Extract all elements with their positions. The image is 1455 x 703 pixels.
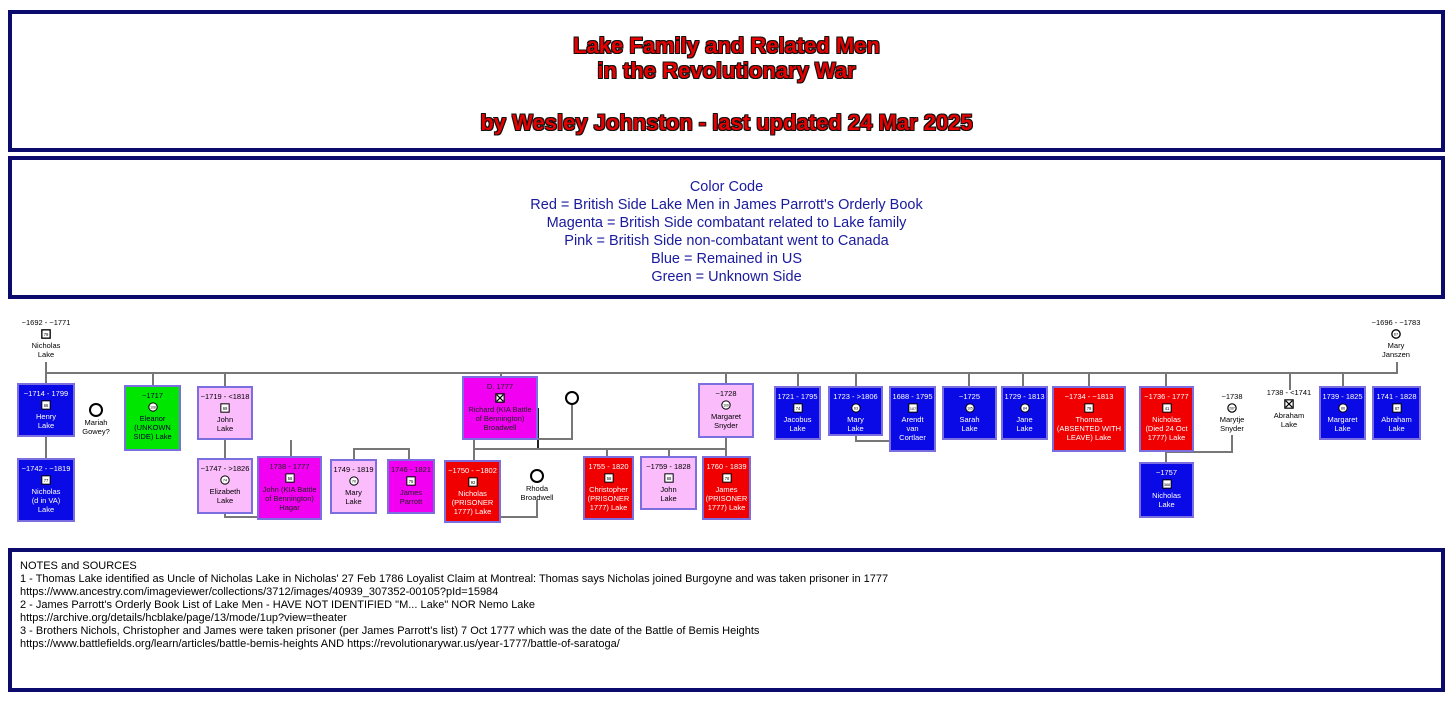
person-id: 74: [222, 478, 228, 483]
person-name: 1777) Lake: [707, 503, 746, 512]
person-name: John: [660, 485, 677, 494]
family-tree: [0, 300, 1455, 545]
female-symbol-icon: [564, 390, 580, 406]
person-name: Mary: [1387, 341, 1405, 350]
person-james-parrott[interactable]: [387, 459, 435, 514]
person-id: 287: [1229, 406, 1235, 411]
person-elizabeth-lake[interactable]: [197, 458, 253, 514]
male-symbol-icon: [406, 476, 416, 486]
deceased-male-icon: [1284, 399, 1294, 409]
person-name: Broadwell: [520, 493, 554, 502]
person-name: Parrott: [399, 497, 423, 506]
person-name: Margaret: [1327, 415, 1358, 424]
person-name: Lake: [216, 496, 234, 505]
person-years: ~1719 - <1818: [200, 392, 250, 401]
person-name: van: [906, 424, 919, 433]
person-mariah-gowey[interactable]: [74, 402, 118, 436]
female-symbol-icon: [220, 475, 230, 485]
person-name: James: [715, 485, 738, 494]
female-symbol-icon: [721, 400, 731, 410]
person-years: ~1725: [958, 392, 981, 401]
male-symbol-icon: [664, 473, 674, 483]
title-panel: [8, 10, 1445, 152]
person-name: Lake: [37, 350, 55, 359]
person-nicholas-sr[interactable]: [14, 318, 78, 359]
person-margaret-snyder[interactable]: [698, 383, 754, 438]
person-name: Mariah: [84, 418, 108, 427]
male-symbol-icon: [41, 400, 51, 410]
person-id: 56: [606, 476, 611, 482]
person-id: 68: [666, 476, 671, 482]
person-years: 1738 - 1777: [269, 462, 310, 471]
connector-line: [224, 440, 226, 458]
person-id: 107: [909, 407, 916, 412]
person-years: 1755 - 1820: [588, 462, 629, 471]
person-abraham-lake-1738[interactable]: [1264, 388, 1314, 429]
person-name: John: [216, 415, 234, 424]
male-symbol-icon: [1392, 403, 1402, 413]
male-symbol-icon: [468, 477, 478, 487]
connector-line: [536, 500, 538, 518]
person-name: Lake: [1388, 424, 1405, 433]
person-id: 108: [149, 405, 156, 410]
connector-line: [968, 372, 970, 386]
person-years: ~1736 - 1777: [1144, 392, 1189, 401]
person-years: 1721 - 1795: [777, 392, 818, 401]
person-years: ~1750 - ~1802: [448, 466, 497, 475]
person-nicholas-lake-1750[interactable]: [444, 460, 501, 523]
female-symbol-icon: [148, 402, 158, 412]
female-symbol-icon: [1338, 403, 1348, 413]
connector-line: [152, 372, 154, 386]
person-years: ~1714 - 1799: [23, 389, 69, 398]
person-years: ~1734 - ~1813: [1064, 392, 1114, 401]
person-mary-lake-1723[interactable]: [828, 386, 883, 436]
person-name: Lake: [660, 494, 677, 503]
person-name: Gowey?: [82, 427, 110, 436]
connector-line: [1088, 372, 1090, 386]
person-name: SIDE) Lake: [133, 432, 172, 441]
person-name: 1777) Lake: [453, 507, 492, 516]
person-christopher-lake[interactable]: [583, 456, 634, 520]
person-name: Lake: [1334, 424, 1351, 433]
person-name: (PRISONER: [451, 498, 494, 507]
person-years: D. 1777: [486, 382, 514, 391]
person-years: 1760 - 1839: [706, 462, 747, 471]
male-symbol-icon: [908, 403, 918, 413]
person-name: Nicholas: [1152, 491, 1181, 500]
person-id: 79: [43, 332, 49, 338]
male-symbol-icon: [1162, 479, 1172, 489]
person-name: Hagar: [279, 503, 300, 512]
connector-line: [571, 404, 573, 440]
person-name: Abraham: [1273, 411, 1305, 420]
male-symbol-icon: [220, 403, 230, 413]
person-name: Henry: [35, 412, 56, 421]
connector-line: [1022, 372, 1024, 386]
person-mary-janszen[interactable]: [1364, 318, 1428, 359]
person-id: 84: [1022, 406, 1027, 411]
male-symbol-icon: [41, 475, 51, 485]
person-name: Richard (KIA Battle: [468, 405, 532, 414]
person-name: (PRISONER: [587, 494, 630, 503]
note-1-link[interactable]: https://www.ancestry.com/imageviewer/collections/3712/images/40939_307352-00105?pId=15984: [20, 586, 499, 598]
male-symbol-icon: [1084, 403, 1094, 413]
title-line-3: by Wesley Johnston - last updated 24 Mar 2025: [480, 110, 973, 135]
person-name: Nicholas: [31, 341, 61, 350]
person-name: 1777) Lake: [589, 503, 628, 512]
person-name: Arendt: [901, 415, 924, 424]
person-name: Jacobus: [783, 415, 812, 424]
person-id: 66: [43, 403, 49, 409]
person-abraham-lake-1741[interactable]: [1372, 386, 1421, 440]
male-symbol-icon: [722, 473, 732, 483]
color-code-pink: Pink = British Side non-combatant went to Canada: [564, 233, 889, 249]
person-jacobus-lake[interactable]: [774, 386, 821, 440]
person-name: Lake: [345, 497, 362, 506]
color-code-panel: [8, 156, 1445, 299]
person-name: of Bennington): [265, 494, 314, 503]
person-rhoda-broadwell[interactable]: [512, 468, 562, 502]
person-name: Rhoda: [525, 484, 549, 493]
person-name: LEAVE) Lake: [1066, 433, 1112, 442]
person-years: ~1696 - ~1783: [1371, 318, 1421, 327]
color-code-red: Red = British Side Lake Men in James Parrott's Orderly Book: [530, 197, 923, 213]
person-name: Lake: [1016, 424, 1033, 433]
color-code-blue: Blue = Remained in US: [650, 251, 803, 267]
male-symbol-icon: [793, 403, 803, 413]
person-henry-lake[interactable]: [17, 383, 75, 437]
connector-line: [45, 372, 1397, 374]
connector-line: [797, 372, 799, 386]
connector-line: [1165, 372, 1167, 386]
female-symbol-icon: [851, 403, 861, 413]
person-name: Lake: [961, 424, 978, 433]
person-name: (UNKOWN: [134, 423, 171, 432]
color-code-magenta: Magenta = British Side combatant related to Lake family: [546, 215, 907, 231]
person-years: ~1742 - ~1819: [21, 464, 71, 473]
person-sarah-lake[interactable]: [942, 386, 997, 440]
person-years: 1746 - 1821: [390, 465, 432, 474]
person-years: 1729 - 1813: [1004, 392, 1045, 401]
person-john-lake-1759[interactable]: [640, 456, 697, 510]
connector-line: [45, 437, 47, 459]
person-name: Lake: [789, 424, 806, 433]
note-3-link[interactable]: https://www.battlefields.org/learn/articles/battle-bemis-heights AND https://revolutionarywar.us/year-1777/battle-of-saratoga/: [20, 638, 620, 650]
person-name: (d in VA): [31, 496, 61, 505]
person-name: Snyder: [714, 421, 738, 430]
person-years: 1738 - <1741: [1266, 388, 1312, 397]
notes-heading: NOTES and SOURCES: [20, 560, 137, 572]
person-name: Lake: [1158, 500, 1175, 509]
person-name: Margaret: [710, 412, 741, 421]
person-id: 105: [966, 406, 973, 411]
person-nicholas-lake-1736[interactable]: [1139, 386, 1194, 452]
female-symbol-icon: [88, 402, 104, 418]
person-margaret-lake-1739[interactable]: [1319, 386, 1366, 440]
person-name: Lake: [216, 424, 234, 433]
connector-line: [537, 438, 572, 440]
person-name: Janszen: [1382, 350, 1410, 359]
person-years: 1723 - >1806: [833, 392, 878, 401]
person-name: (PRISONER: [705, 494, 748, 503]
person-nicholas-lake-1757[interactable]: [1139, 462, 1194, 518]
connector-line: [498, 516, 538, 518]
person-name: Mary: [345, 488, 362, 497]
person-name: Eleanor: [139, 414, 166, 423]
person-id: 79: [1086, 406, 1092, 412]
female-symbol-icon: [349, 476, 359, 486]
person-name: Nicholas: [31, 487, 61, 496]
person-name: Thomas: [1075, 415, 1103, 424]
person-id: 74: [795, 406, 800, 412]
male-symbol-icon: [285, 473, 295, 483]
person-id: 368: [1163, 483, 1170, 488]
person-id: 67: [1393, 332, 1399, 337]
person-name: Elizabeth: [209, 487, 241, 496]
person-name: Nicholas: [458, 489, 487, 498]
person-name: Marytje: [1219, 415, 1245, 424]
person-id: 109: [723, 403, 729, 408]
connector-line: [855, 372, 857, 386]
person-years: ~1738: [1221, 392, 1243, 401]
person-name: (ABSENTED WITH: [1056, 424, 1122, 433]
person-arendt-van-cortlaer[interactable]: [889, 386, 936, 452]
person-years: 1739 - 1825: [1322, 392, 1363, 401]
title-line-2: in the Revolutionary War: [597, 58, 856, 83]
person-years: 1749 - 1819: [333, 465, 374, 474]
person-years: 1741 - 1828: [1376, 392, 1417, 401]
person-name: James: [399, 488, 423, 497]
person-id: 87: [1394, 406, 1399, 412]
person-richard-broadwell[interactable]: [462, 376, 538, 440]
person-years: 1688 - 1795: [892, 392, 933, 401]
female-symbol-icon: [1020, 403, 1030, 413]
color-code-heading: Color Code: [689, 179, 764, 195]
person-name: Cortlaer: [899, 433, 926, 442]
person-eleanor-lake[interactable]: [124, 385, 181, 451]
person-years: ~1728: [715, 389, 737, 398]
person-years: ~1717: [141, 391, 164, 400]
person-id: 86: [1340, 406, 1345, 411]
color-code-green: Green = Unknown Side: [651, 269, 802, 285]
person-name: Broadwell: [483, 423, 517, 432]
person-john-lake-1719[interactable]: [197, 386, 253, 440]
note-1: 1 - Thomas Lake identified as Uncle of Nicholas Lake in Nicholas' 27 Feb 1786 Loyalist Claim at Montreal: Thomas says Nicholas joined Burgoyne and was taken prisoner in 1777: [20, 573, 889, 585]
person-years: ~1759 - 1828: [646, 462, 691, 471]
person-id: 58: [287, 476, 292, 482]
deceased-male-icon: [495, 393, 505, 403]
person-id: 70: [351, 479, 356, 484]
person-id: 92: [470, 480, 475, 486]
female-symbol-icon: [1391, 329, 1401, 339]
person-id: 77: [43, 478, 49, 484]
connector-line: [353, 448, 410, 450]
person-name: Jane: [1016, 415, 1033, 424]
person-name: Mary: [847, 415, 864, 424]
person-mary-lake-1749[interactable]: [330, 459, 377, 514]
person-id: 69: [222, 406, 228, 412]
person-id: 75: [408, 479, 414, 485]
person-years: ~1757: [1155, 468, 1178, 477]
person-id: 78: [724, 476, 729, 482]
person-name: Lake: [37, 505, 55, 514]
person-name: Lake: [1280, 420, 1298, 429]
connector-line: [1396, 362, 1398, 374]
person-years: ~1692 - ~1771: [21, 318, 71, 327]
note-2: 2 - James Parrott's Orderly Book List of Lake Men - HAVE NOT IDENTIFIED "M... Lake" NOR Nemo Lake: [20, 599, 536, 611]
person-jane-lake[interactable]: [1001, 386, 1048, 440]
female-symbol-icon: [529, 468, 545, 484]
person-nicholas-va[interactable]: [17, 458, 75, 522]
person-name: Snyder: [1220, 424, 1244, 433]
person-name: Christopher: [589, 485, 628, 494]
person-name: of Bennington): [475, 414, 525, 423]
connector-line: [224, 372, 226, 387]
person-thomas-lake[interactable]: [1052, 386, 1126, 452]
person-marytje-snyder[interactable]: [1210, 392, 1254, 433]
person-john-hagar[interactable]: [257, 456, 322, 520]
person-id: 41: [1164, 406, 1169, 412]
male-symbol-icon: [1162, 403, 1172, 413]
person-name: Lake: [37, 421, 55, 430]
female-symbol-icon: [965, 403, 975, 413]
person-name: 1777) Lake: [1147, 433, 1186, 442]
connector-line: [1342, 372, 1344, 386]
note-2-link[interactable]: https://archive.org/details/hcblake/page/13/mode/1up?view=theater: [20, 612, 347, 624]
person-id: 63: [853, 406, 858, 411]
person-name: Lake: [847, 424, 864, 433]
person-james-lake-1760[interactable]: [702, 456, 751, 520]
note-3: 3 - Brothers Nichols, Christopher and James were taken prisoner (per James Parrott's list) 7 Oct 1777 which was the date of the Battle of Bemis Heights: [20, 625, 760, 637]
person-years: ~1747 - >1826: [200, 464, 250, 473]
male-symbol-icon: [41, 329, 51, 339]
person-name: Sarah: [959, 415, 980, 424]
notes-panel: [8, 548, 1445, 692]
connector-line: [473, 448, 726, 450]
title-line-1: Lake Family and Related Men: [573, 33, 880, 58]
male-symbol-icon: [604, 473, 614, 483]
person-name: Nicholas: [1152, 415, 1181, 424]
person-name: John (KIA Battle: [262, 485, 317, 494]
person-name: Abraham: [1381, 415, 1412, 424]
connector-line: [1231, 435, 1233, 453]
person-name: (Died 24 Oct: [1145, 424, 1188, 433]
female-symbol-icon: [1227, 403, 1237, 413]
